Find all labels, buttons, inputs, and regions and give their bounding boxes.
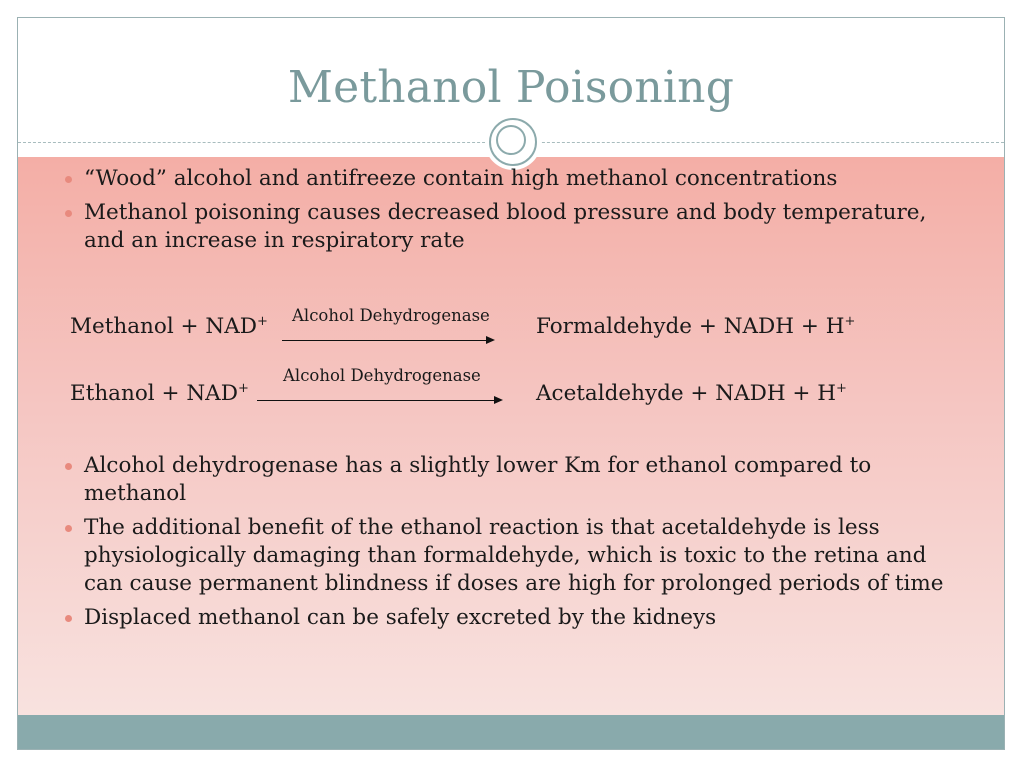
charge-superscript: + [844,314,856,329]
bullet-dot-icon [65,176,72,183]
charge-superscript: + [237,381,249,396]
reactants-text: Methanol + NAD [70,314,257,339]
reactants-text: Ethanol + NAD [70,381,238,406]
equation-2-products [536,381,847,406]
equation-2-enzyme: Alcohol Dehydrogenase [283,366,481,385]
equation-1-products [536,314,855,339]
bullet-item [66,604,956,632]
bullet-item [66,199,956,255]
bullet-dot-icon [65,210,72,217]
reaction-arrow-icon [257,400,501,401]
bullet-text: Displaced methanol can be safely excreted by the kidneys [84,605,717,630]
footer-bar [18,715,1004,749]
decorative-ring-icon [489,118,537,166]
bullet-dot-icon [65,463,72,470]
equation-1-reactants [70,314,268,339]
charge-superscript: + [256,314,268,329]
bullet-text: The additional benefit of the ethanol reaction is that acetaldehyde is less physiologically damaging than formaldehyde, which is toxic to the retina and can cause permanent blindness if doses are high for prolonged periods of time [84,515,944,596]
bullet-dot-icon [65,525,72,532]
bullet-item [66,452,956,508]
bullet-text: Alcohol dehydrogenase has a slightly lower Km for ethanol compared to methanol [84,453,872,506]
bullet-list-top [66,165,956,261]
slide-title: Methanol Poisoning [287,62,735,113]
bullet-text: Methanol poisoning causes decreased blood pressure and body temperature, and an increase in respiratory rate [84,200,927,253]
products-text: Acetaldehyde + NADH + H [536,381,837,406]
bullet-text: “Wood” alcohol and antifreeze contain high methanol concentrations [84,166,838,191]
equation-1-enzyme: Alcohol Dehydrogenase [292,306,490,325]
bullet-item [66,514,956,598]
reaction-arrow-icon [282,340,493,341]
equation-2-reactants [70,381,249,406]
bullet-item [66,165,956,193]
products-text: Formaldehyde + NADH + H [536,314,845,339]
bullet-list-bottom [66,452,956,638]
charge-superscript: + [836,381,847,396]
bullet-dot-icon [65,615,72,622]
